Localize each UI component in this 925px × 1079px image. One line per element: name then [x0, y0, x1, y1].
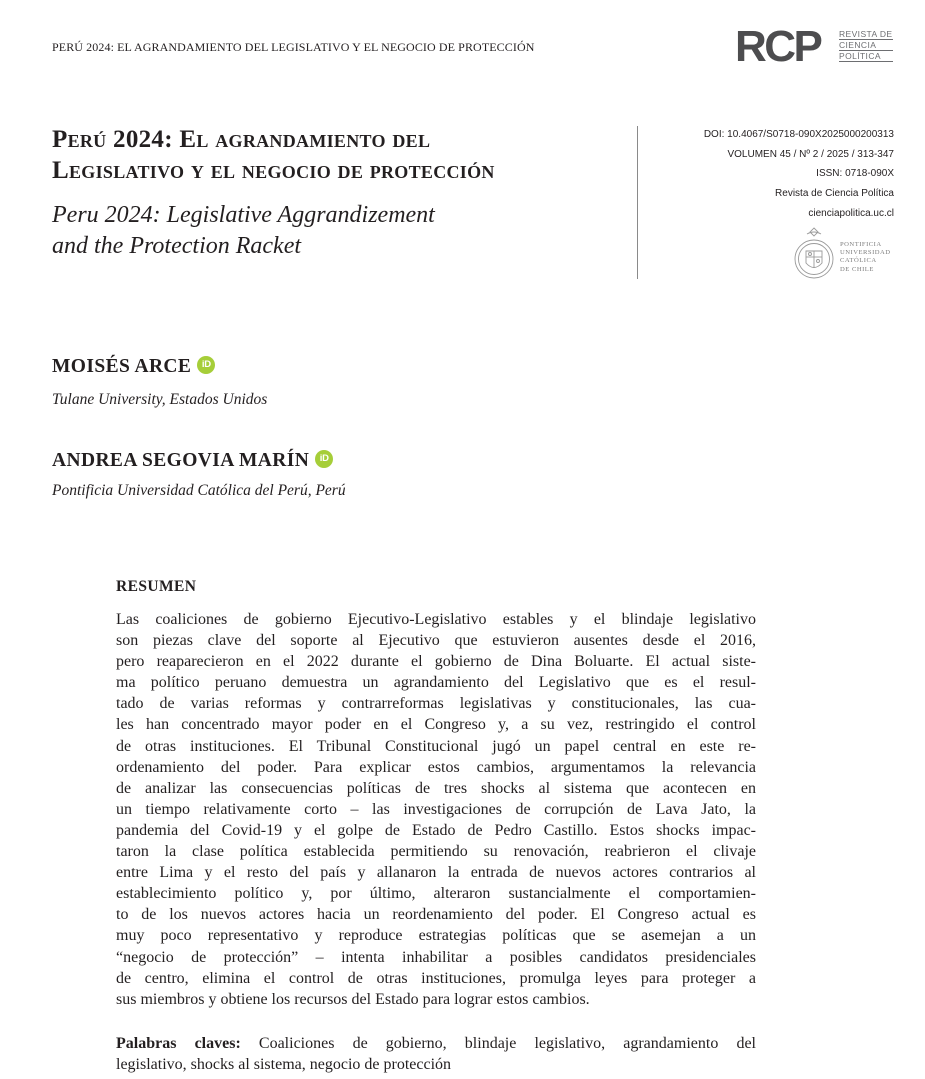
abstract-line: sus miembros y obtiene los recursos del Estado para lograr estos cambios.	[116, 990, 590, 1008]
logo-mark: RCP	[735, 22, 821, 71]
abstract-line: pandemia del Covid-19 y el golpe de Estado de Pedro Castillo. Estos shocks impac-	[116, 821, 756, 839]
abstract-body	[116, 609, 756, 1010]
title-line: Peru 2024: Legislative Aggrandizement	[52, 202, 435, 228]
abstract-line: establecimiento político y, por último, alteraron sustancialmente el comportamien-	[116, 885, 756, 903]
title-line: Perú 2024: El agrandamiento del	[52, 126, 431, 153]
orcid-icon[interactable]: iD	[315, 450, 333, 468]
university-seal-text	[840, 241, 891, 274]
abstract-line: “negocio de protección” – intenta inhabilitar a posibles candidatos presidenciales	[116, 948, 756, 966]
keywords	[116, 1033, 756, 1075]
university-seal-icon	[793, 226, 835, 281]
author-name	[52, 356, 215, 378]
volume-info: VOLUMEN 45 / Nº 2 / 2025 / 313-347	[727, 148, 894, 160]
title-line: Legislativo y el negocio de protección	[52, 157, 495, 184]
abstract-line: un tiempo relativamente corto – las investigaciones de corrupción de Lava Jato, la	[116, 800, 756, 818]
abstract-line: ma político peruano demuestra un agrandamiento del Legislativo que es el resul-	[116, 674, 756, 692]
keywords-label: Palabras claves:	[116, 1035, 241, 1052]
logo-subtitle-line: POLÍTICA	[839, 51, 893, 62]
journal-logo	[735, 22, 900, 72]
author-name	[52, 450, 333, 472]
article-title-english	[52, 200, 612, 262]
keywords-text: Coaliciones de gobierno, blindaje legislativo, agrandamiento del	[240, 1035, 756, 1052]
seal-text-line: CATÓLICA	[840, 257, 877, 265]
author-affiliation: Pontificia Universidad Católica del Perú, Perú	[52, 482, 346, 499]
keywords-line: legislativo, shocks al sistema, negocio de protección	[116, 1056, 452, 1074]
logo-subtitle	[839, 29, 893, 62]
abstract-line: ordenamiento del poder. Para explicar estos cambios, argumentamos la relevancia	[116, 758, 756, 776]
article-metadata	[634, 125, 894, 224]
abstract-line: de centro, elimina el control de otras instituciones, promulga leyes para proteger a	[116, 969, 756, 987]
journal-name: Revista de Ciencia Política	[775, 188, 894, 200]
orcid-icon[interactable]: iD	[197, 356, 215, 374]
author-name-text: ANDREA SEGOVIA MARÍN	[52, 450, 310, 471]
running-head: PERÚ 2024: EL AGRANDAMIENTO DEL LEGISLATIVO Y EL NEGOCIO DE PROTECCIÓN	[52, 40, 535, 54]
abstract-line: taron la clase política establecida permitiendo su renovación, reabrieron el clivaje	[116, 843, 756, 861]
journal-url[interactable]: cienciapolitica.uc.cl	[808, 207, 894, 219]
abstract-line: Las coaliciones de gobierno Ejecutivo-Legislativo estables y el blindaje legislativo	[116, 611, 756, 628]
abstract-heading: RESUMEN	[116, 578, 197, 595]
doi[interactable]: DOI: 10.4067/S0718-090X2025000200313	[703, 129, 894, 140]
abstract-line: to de los nuevos actores hacia un reordenamiento del poder. El Congreso actual es	[116, 906, 756, 924]
issn: ISSN: 0718-090X	[816, 168, 894, 180]
abstract-line: pero reaparecieron en el 2022 durante el gobierno de Dina Boluarte. El actual siste-	[116, 653, 756, 671]
logo-subtitle-line: REVISTA DE	[839, 29, 893, 39]
title-line: and the Protection Racket	[52, 233, 302, 259]
logo-subtitle-line: CIENCIA	[839, 40, 893, 51]
abstract-line: son piezas clave del soporte al Ejecutivo que estuvieron ausentes desde el 2016,	[116, 632, 756, 650]
abstract-line: tado de varias reformas y contrarreformas legislativas y constitucionales, las cua-	[116, 695, 756, 713]
keywords-line	[116, 1033, 756, 1054]
seal-text-line: PONTIFICIA	[840, 241, 882, 248]
author-affiliation: Tulane University, Estados Unidos	[52, 391, 268, 408]
article-title-spanish	[52, 124, 612, 186]
seal-text-line: UNIVERSIDAD	[840, 249, 891, 257]
abstract-line: entre Lima y el resto del país y allanaron la entrada de nuevos actores contrarios al	[116, 864, 756, 882]
seal-text-line: DE CHILE	[840, 265, 874, 273]
abstract-line: les han concentrado mayor poder en el Congreso y, a su vez, restringido el control	[116, 716, 756, 734]
author-name-text: MOISÉS ARCE	[52, 356, 192, 377]
abstract-line: muy poco representativo y reproduce estrategias políticas que se asemejan a un	[116, 927, 756, 945]
abstract-line: de otras instituciones. El Tribunal Constitucional jugó un papel central en este re-	[116, 737, 756, 755]
abstract-line: de analizar las consecuencias políticas de tres shocks al sistema que acontecen en	[116, 779, 756, 797]
